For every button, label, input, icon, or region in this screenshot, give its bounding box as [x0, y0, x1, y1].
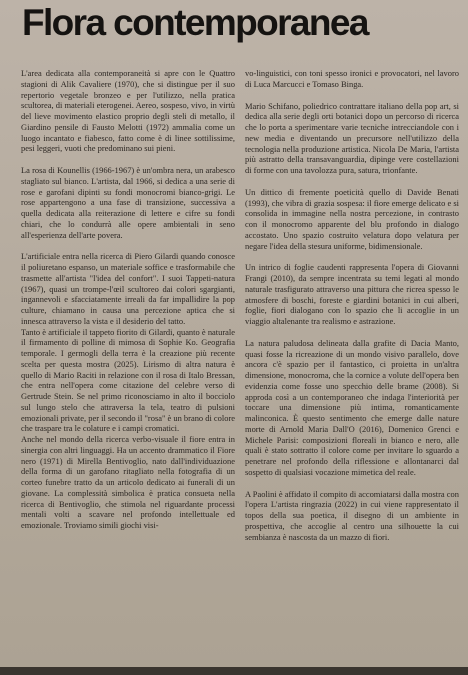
page-title: Flora contemporanea — [22, 2, 368, 43]
paragraph: vo-linguistici, con toni spesso ironici e provocatori, nel lavoro di Luca Marcucci e Tomaso Binga. — [245, 68, 459, 89]
paragraph: Anche nel mondo della ricerca verbo-visuale il fiore entra in sinergia con altri linguaggi. Ha un accento drammatico il Fiore nero (1971) di Mirella Bentivoglio, nato dall'individuazione della forma di un garofano ritagliato nella fotografia di un corteo funebre tratto da un articolo dedicato ai funerali di un giovane. La complessità simbolica è pratica consueta nella ricerca di Bentivoglio, che stimola nel riguardante processi mentali volti a scavare nel profondo intellettuale ed emozionale. Troviamo simili giochi visi- — [21, 434, 235, 530]
text-column-left — [21, 68, 235, 531]
paragraph: Mario Schifano, poliedrico contrattare italiano della pop art, si dedica alla serie degli orti botanici dopo un percorso di ricerca che lo porta a sperimentare varie tecniche intrecciandole con i new media e diventando un precursore nell'utilizzo della tecnologia nella produzione artistica. Nicola De Maria, l'artista più astratto della transavanguardia, dipinge vere costellazioni di forme con una tavolozza pura, satura, trionfante. — [245, 100, 459, 175]
paragraph: Un intrico di foglie caudenti rappresenta l'opera di Giovanni Frangi (2010), da sempre incentrata su temi legati al mondo naturale trasfigurato attraverso una pittura che ricrea spesso le atmosfere di boschi, foreste e giardini botanici in cui alberi, foglie, fiori dialogano con lo spazio che li accoglie in un viaggio altalenante tra realismo e astrazione. — [245, 262, 459, 326]
paragraph: La natura paludosa delineata dalla grafite di Dacia Manto, quasi fosse la ricreazione di un mondo visivo parallelo, dove ancora c'è spazio per il fantastico, ci proietta in un'altra dimensione, monocroma, che la cornice a volute dell'opera ben evidenzia come fosse uno specchio delle brame (2008). Si approda così a un contemporaneo che indaga l'interiorità per toccare una dimensione più intima, romanticamente malinconica. È questo sentimento che emerge dalle nature morte di Arnold Maria Dall'O (2016), Domenico Grenci e Michele Parisi: composizioni floreali in bianco e nero, alle quali è stato sottratto il colore come per invitare lo sguardo a penetrare nel profondo della riflessione e allontanarci dal sospetto di qualsiasi vocazione mimetica del reale. — [245, 337, 459, 477]
panel-bottom-edge — [0, 667, 468, 675]
text-column-right — [245, 68, 459, 553]
paragraph: La rosa di Kounellis (1966-1967) è un'ombra nera, un arabesco stagliato sul bianco. L'artista, dal 1966, si dedica a una serie di rose e garofani dipinti su fondi monocromi bianco-grigi. Le rose appartengono a una fase di transizione, successiva a quella dedicata alla reiterazione di lettere e cifre su fondi chiari, che lo condurrà alle opere ambientali in seno all'esperienza dell'arte povera. — [21, 165, 235, 240]
paragraph: Un dittico di fremente poeticità quello di Davide Benati (1993), che vibra di grazia sospesa: il fiore emerge delicato e si consolida in immagine nella nostra percezione, in contrasto con il monocromo apparente del blu profondo in dialogo accostato. Uno spazio costruito velatura dopo velatura per negare l'idea della stesura uniforme, bidimensionale. — [245, 186, 459, 251]
paragraph: L'artificiale entra nella ricerca di Piero Gilardi quando conosce il poliuretano espanso, un materiale soffice e trasformabile che trasmette all'artista "l'idea del confort". I suoi Tappeti-natura (1967), quasi un trompe-l'œil scultoreo dai colori sgargianti, ingannevoli e sfacciatamente irreali da far impallidire la pop culture, chiamano in causa una percezione aptica che si innesca attraverso la vista e il desiderio del tatto. — [21, 251, 235, 326]
paragraph: A Paolini è affidato il compito di accomiatarsi dalla mostra con l'opera L'artista ringrazia (2022) in cui viene rappresentato il topos della sua poetica, il disegno di un ambiente in prospettiva, che accoglie al centro una silhouette la cui sembianza è nascosta da un mazzo di fiori. — [245, 488, 459, 542]
paragraph: L'area dedicata alla contemporaneità si apre con le Quattro stagioni di Alik Cavaliere (1970), che si distingue per il suo repertorio vegetale bronzeo e per l'utilizzo, nella pratica scultorea, di materiali eterogenei. Aereo, sospeso, vivo, in virtù del lieve movimento elastico proprio degli steli di metallo, il Giardino pensile di Fausto Melotti (1972) ammalia come un luogo incantato e fiabesco, fatto come è di linee sottilissime, pesi leggeri, vuoti che predominano sui pieni. — [21, 68, 235, 154]
paragraph: Tanto è artificiale il tappeto fiorito di Gilardi, quanto è naturale il firmamento di polline di mimosa di Sophie Ko. Geografia temporale. I germogli della terra è la creazione più recente scelta per questa mostra (2025). Lirismo di altra natura è quello di Mario Raciti in relazione con il rosa di Italo Bressan, che entra nell'opera come citazione del celebre verso di Gertrude Stein. Se nel primo riconosciamo in alto il bocciolo sul lungo stelo che attraversa la tela, teatro di pulsioni emozionali private, per il secondo il "rosa" è un brano di colore che traspare tra le colature e i campi cromatici. — [21, 326, 236, 434]
